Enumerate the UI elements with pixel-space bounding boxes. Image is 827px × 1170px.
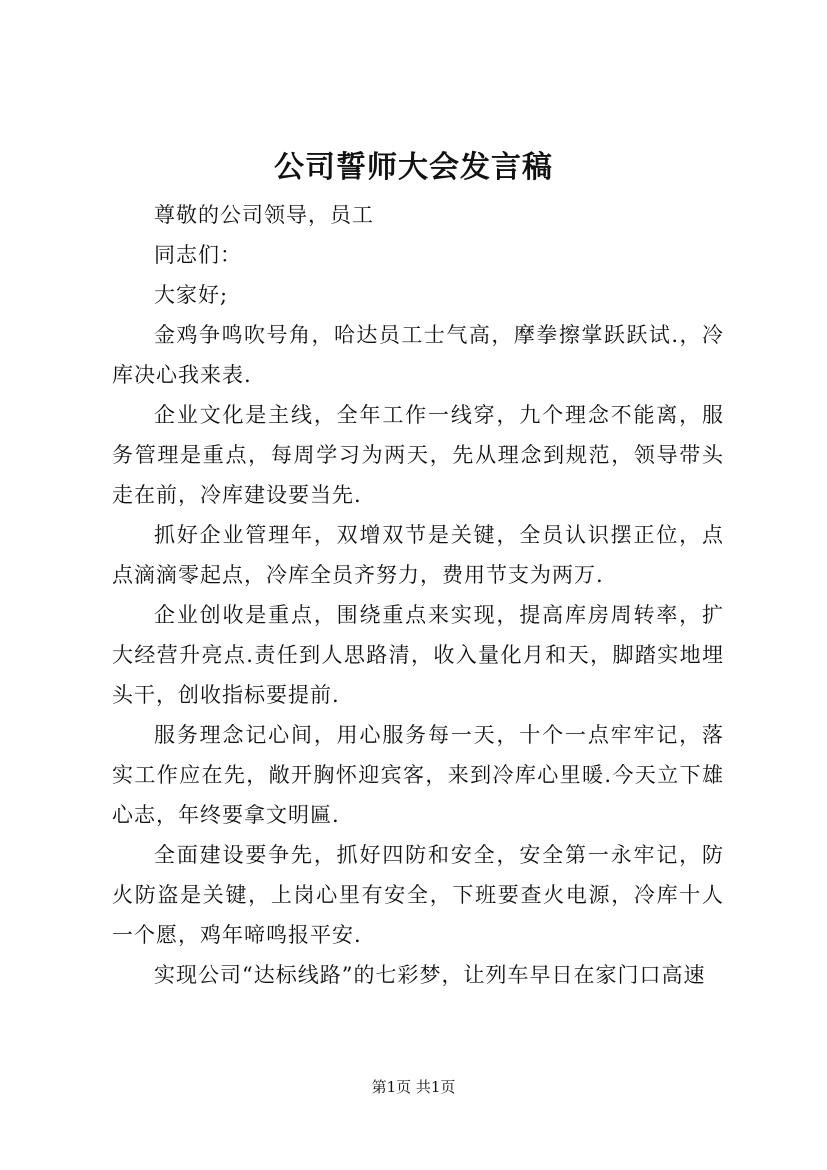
paragraph: 全面建设要争先，抓好四防和安全，安全第一永牢记，防火防盗是关键，上岗心里有安全，下班要查火电源，冷库十人一个愿，鸡年啼鸣报平安. <box>112 843 724 947</box>
paragraph: 企业文化是主线，全年工作一线穿，九个理念不能离，服务管理是重点，每周学习为两天，先从理念到规范，领导带头走在前，冷库建设要当先. <box>112 403 724 507</box>
paragraph: 金鸡争鸣吹号角，哈达员工士气高，摩拳擦掌跃跃试.，冷库决心我来表. <box>112 323 724 387</box>
page-number-footer: 第1页 共1页 <box>371 1078 456 1096</box>
paragraph-greeting: 大家好; <box>154 283 229 307</box>
speech-body <box>112 195 724 995</box>
paragraph: 抓好企业管理年，双增双节是关键，全员认识摆正位，点点滴滴零起点，冷库全员齐努力，费用节支为两万. <box>112 523 724 587</box>
page-title: 公司誓师大会发言稿 <box>274 150 553 185</box>
paragraph-comrades: 同志们： <box>154 243 242 267</box>
paragraph: 服务理念记心间，用心服务每一天，十个一点牢牢记，落实工作应在先，敞开胸怀迎宾客，来到冷库心里暖.今天立下雄心志，年终要拿文明匾. <box>112 723 724 827</box>
paragraph: 实现公司“达标线路”的七彩梦，让列车早日在家门口高速 <box>154 963 706 987</box>
paragraph: 企业创收是重点，围绕重点来实现，提高库房周转率，扩大经营升亮点.责任到人思路清，收入量化月和天，脚踏实地埋头干，创收指标要提前. <box>112 603 724 707</box>
paragraph-salutation: 尊敬的公司领导，员工 <box>154 203 374 227</box>
